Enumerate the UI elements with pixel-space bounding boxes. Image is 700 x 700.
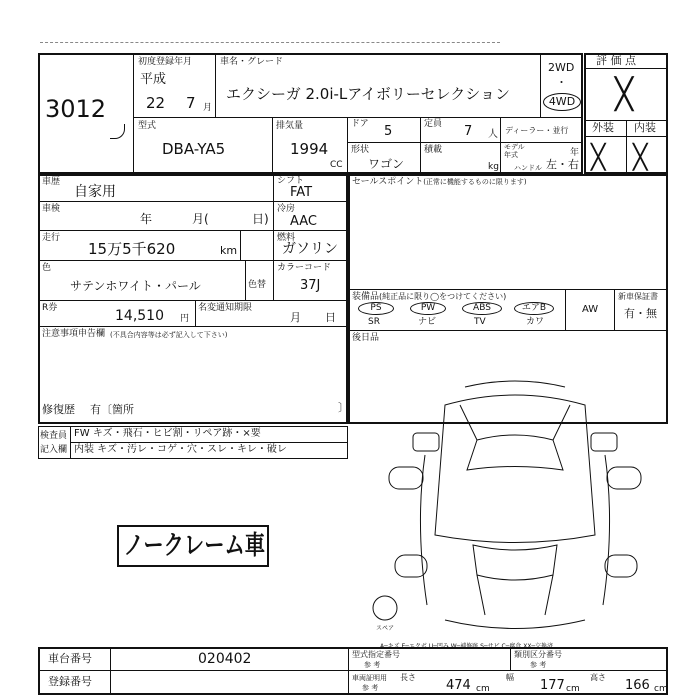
nc-month: 月 <box>290 311 301 324</box>
class-label: 類別区分番号 <box>514 650 562 659</box>
equip-sr: SR <box>368 317 380 327</box>
insp-month: 月( <box>192 212 209 226</box>
year-unit: 年 <box>570 148 580 158</box>
width-label: 幅 <box>506 673 514 682</box>
km-unit: km <box>220 244 238 257</box>
capacity-label: 定員 <box>424 119 443 129</box>
hist-r2 <box>38 230 348 231</box>
right-side <box>603 455 610 605</box>
div-cap <box>500 117 501 174</box>
color: サテンホワイト・パール <box>70 279 201 293</box>
interior-grade-label: 内装 <box>634 121 656 134</box>
trunk <box>477 575 553 615</box>
hist-r3 <box>38 260 348 261</box>
length-unit: cm <box>476 684 490 694</box>
length: 474 <box>446 678 471 693</box>
handle: 左・右 <box>546 158 579 171</box>
person-unit: 人 <box>488 129 498 140</box>
height: 166 <box>625 678 650 693</box>
warranty-label: 新車保証書 <box>618 292 658 301</box>
shape-label: 形状 <box>351 145 370 155</box>
shape: ワゴン <box>368 157 405 171</box>
drive-2wd: 2WD <box>548 61 575 74</box>
left-side <box>420 455 427 605</box>
div-drive <box>540 53 541 117</box>
inspector-interior: 内装 キズ・汚レ・コゲ・穴・スレ・キレ・破レ <box>74 444 287 455</box>
equip-tv: TV <box>474 317 486 327</box>
door-label: ドア <box>351 119 369 129</box>
equip-div2 <box>614 289 615 330</box>
hist-v1 <box>273 174 274 300</box>
grade-split1 <box>584 68 668 69</box>
spare-label: スペア <box>376 625 395 632</box>
equip-aw: AW <box>582 304 599 315</box>
doors: 5 <box>384 124 393 139</box>
history-label: 車歴 <box>42 177 61 187</box>
lot-number: 3012 <box>45 95 107 123</box>
reg-month-unit: 月 <box>203 103 213 113</box>
inspection-label: 車検 <box>42 204 61 214</box>
chassis-label: 車台番号 <box>48 652 92 665</box>
color-no-label: 色替 <box>248 280 267 290</box>
roof-outline <box>435 395 595 543</box>
inspector-label2: 記入欄 <box>40 445 68 455</box>
div-model <box>272 117 273 174</box>
spare-tire <box>373 596 397 620</box>
rear-bumper <box>445 620 585 629</box>
door-split <box>347 142 583 143</box>
equip-abs: ABS <box>462 302 502 315</box>
footer-v2 <box>348 647 349 695</box>
model-designation-label: 型式指定番号 <box>352 650 400 659</box>
right-front-wheel <box>607 467 641 489</box>
equip-top <box>348 289 668 290</box>
reg-year: 22 <box>146 94 166 112</box>
handle-label: ハンドル <box>514 164 542 172</box>
hist-r1 <box>38 201 348 202</box>
exterior-cross: ╳ <box>591 143 606 171</box>
after-label: 後日品 <box>352 333 380 343</box>
right-rear-wheel <box>605 555 637 577</box>
equip-div1 <box>565 289 566 330</box>
row-split <box>133 117 583 118</box>
eval-cross: ╳ <box>615 77 634 112</box>
first-reg-label: 初度登録年月 <box>138 57 193 67</box>
model: DBA-YA5 <box>162 140 226 158</box>
hist-v3 <box>195 300 196 326</box>
car-name-label: 車名・グレード <box>220 57 284 67</box>
eval-label: 評 価 点 <box>596 54 636 67</box>
footer-v3 <box>510 647 511 670</box>
footer-v1 <box>110 647 111 695</box>
notes-title: 注意事項申告欄 <box>42 329 106 339</box>
div-lot <box>133 53 134 174</box>
hist-v2 <box>245 260 246 300</box>
div-door <box>420 117 421 174</box>
ac: AAC <box>290 214 317 229</box>
hist-r4 <box>38 300 348 301</box>
repair-close: 〕 <box>338 401 349 414</box>
shift: FAT <box>290 185 313 200</box>
km-div <box>240 230 241 260</box>
left-mirror <box>413 433 439 451</box>
color-label: 色 <box>42 263 52 273</box>
displacement: 1994 <box>290 140 329 158</box>
nc-day: 日 <box>325 311 336 324</box>
interior-cross: ╳ <box>633 143 648 171</box>
car-name: エクシーガ 2.0i-Lアイボリーセレクション <box>226 85 511 103</box>
r-value: 14,510 <box>115 308 164 324</box>
r-label: R券 <box>42 303 58 313</box>
equip-navi: ナビ <box>418 317 437 327</box>
right-mirror <box>591 433 617 451</box>
ac-label: 冷房 <box>277 204 296 214</box>
hist-r5 <box>38 326 348 327</box>
repair-label: 修復歴 <box>42 403 75 416</box>
warranty: 有・無 <box>624 307 657 320</box>
drive-4wd: 4WD <box>543 93 581 111</box>
car-diagram <box>365 375 665 640</box>
model-label: 型式 <box>138 121 157 131</box>
height-unit: cm <box>654 684 668 694</box>
fuel-label: 燃料 <box>277 233 296 243</box>
mileage: 15万5千620 <box>88 240 176 258</box>
equip-pw: PW <box>410 302 446 315</box>
vehicle-cert-label: 車両証明用 <box>352 674 387 682</box>
equip-leather: カワ <box>526 317 545 327</box>
after-top <box>348 330 668 331</box>
rear-window <box>473 545 557 580</box>
inspector-label1: 検査員 <box>40 431 68 441</box>
color-code: 37J <box>300 278 321 293</box>
legend: A─キズ E─エクボ U─凹み W─補修跡 S─サビ C─腐食 XX─交換済 <box>380 643 554 650</box>
windshield <box>467 435 563 470</box>
grade-mid <box>626 120 627 174</box>
fuel: ガソリン <box>282 241 338 257</box>
displacement-label: 排気量 <box>276 121 304 131</box>
no-claim-stamp: ノークレーム車 <box>117 525 269 567</box>
footer-mid <box>38 670 668 671</box>
insp-day: 日) <box>252 212 269 226</box>
ref1: 参 考 <box>364 661 381 669</box>
equip-ps: PS <box>358 302 394 315</box>
load-label: 積載 <box>424 145 443 155</box>
reg-month: 7 <box>186 94 196 112</box>
div-firstreg <box>215 53 216 117</box>
capacity: 7 <box>464 124 473 139</box>
insp-year: 年 <box>140 212 153 226</box>
insp-mid <box>70 442 348 443</box>
inspector-exterior: FW キズ・飛石・ヒビ割・リペア跡・×要 <box>74 428 261 439</box>
dealer-label: ディーラー・並行 <box>505 126 569 135</box>
era: 平成 <box>140 72 167 87</box>
drive-dot: ・ <box>556 76 567 89</box>
left-front-wheel <box>389 467 423 489</box>
exterior-grade-label: 外装 <box>592 121 614 134</box>
chassis-number: 020402 <box>198 651 252 667</box>
front-bumper <box>465 381 565 387</box>
repair-value: 有〔箇所 <box>90 403 134 416</box>
height-label: 高さ <box>590 673 606 682</box>
notes-note: (不具合内容等は必ず記入して下さい) <box>110 331 228 339</box>
width: 177 <box>540 678 565 693</box>
equip-airbag: エアB <box>514 302 554 315</box>
name-change-label: 名変通知期限 <box>198 303 253 313</box>
sales-title: セールスポイント(正常に機能するものに限ります) <box>352 177 527 187</box>
div-cc <box>347 117 348 174</box>
top-rule <box>40 42 500 43</box>
history-value: 自家用 <box>74 184 116 200</box>
cc-unit: CC <box>330 160 343 170</box>
mileage-label: 走行 <box>42 233 61 243</box>
kg-unit: kg <box>488 162 499 172</box>
color-code-label: カラーコード <box>277 263 332 273</box>
ref2: 参 考 <box>530 661 547 669</box>
shift-label: シフト <box>277 176 305 186</box>
equipment-label: 装備品(純正品に限り◯をつけてください) <box>352 292 507 302</box>
ref3: 参 考 <box>362 684 379 692</box>
r-unit: 円 <box>180 314 190 324</box>
model-year-label: モデル 年式 <box>504 143 525 159</box>
width-unit: cm <box>566 684 580 694</box>
length-label: 長さ <box>400 673 416 682</box>
reg-number-label: 登録番号 <box>48 675 92 688</box>
